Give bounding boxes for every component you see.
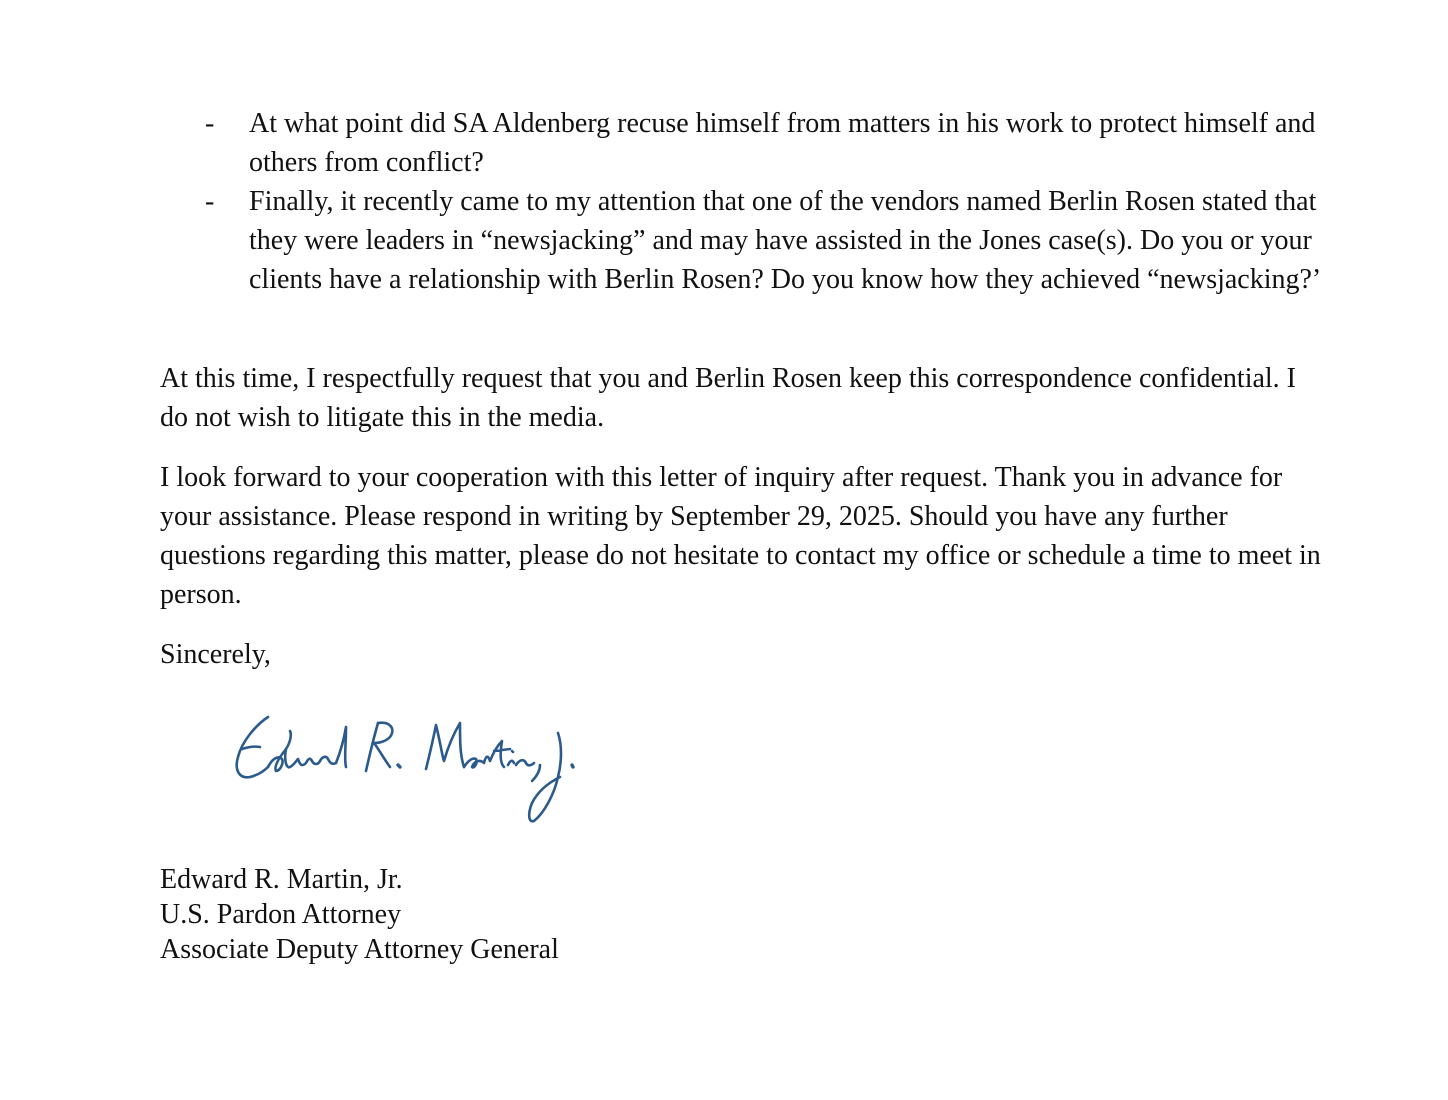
signer-title: U.S. Pardon Attorney (160, 899, 402, 930)
question-list (160, 104, 1340, 299)
list-item (160, 182, 1340, 299)
request-paragraph: I look forward to your cooperation with this letter of inquiry after request. Thank you in advance for your assistance. Please respond in writing by September 29, 2025. Should you have any further questions regarding this matter, please do not hesitate to contact my office or schedule a time to meet in person. (160, 462, 1321, 610)
bullet-text: Finally, it recently came to my attention that one of the vendors named Berlin Rosen stated that they were leaders in “newsjacking” and may have assisted in the Jones case(s). Do you or your clients have a relationship with Berlin Rosen? Do you know how they achieved “newsjacking?’ (249, 186, 1322, 295)
list-item (160, 104, 1340, 182)
signature-block (160, 862, 559, 967)
signer-position: Associate Deputy Attorney General (160, 934, 559, 965)
bullet-text: At what point did SA Aldenberg recuse himself from matters in his work to protect himself and others from conflict? (249, 108, 1316, 178)
closing-salutation: Sincerely, (160, 639, 271, 670)
confidentiality-paragraph: At this time, I respectfully request that you and Berlin Rosen keep this correspondence confidential. I do not wish to litigate this in the media. (160, 363, 1297, 433)
signer-name: Edward R. Martin, Jr. (160, 864, 403, 895)
bullet-marker: - (205, 186, 215, 217)
handwritten-signature (228, 705, 588, 830)
bullet-marker: - (205, 108, 215, 139)
